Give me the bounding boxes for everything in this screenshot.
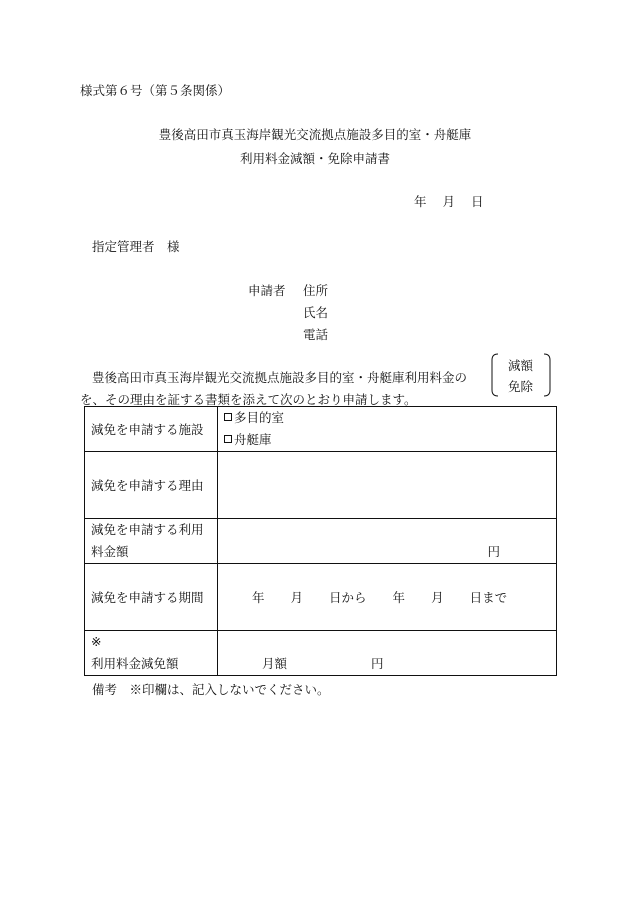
fee-unit: 円 [487, 544, 500, 559]
applicant-address-label: 住所 [303, 283, 329, 298]
reason-label: 減免を申請する理由 [85, 452, 218, 519]
period-field[interactable]: 年 月 日から 年 月 日まで [218, 564, 557, 631]
date-line [414, 192, 484, 210]
reduced-amount-field [218, 631, 557, 676]
remarks: 備考 ※印欄は、記入しないでください。 [92, 682, 330, 697]
table-row-reduced-amount [85, 631, 557, 676]
table-row-reason [85, 452, 557, 519]
facility-option-multipurpose[interactable]: 多目的室 [224, 407, 550, 429]
title-line-1: 豊後高田市真玉海岸観光交流拠点施設多目的室・舟艇庫 [158, 127, 472, 142]
checkbox-icon[interactable] [224, 435, 232, 443]
monthly-label: 月額 [262, 656, 288, 671]
reason-field[interactable] [218, 452, 557, 519]
date-year: 年 [414, 194, 427, 209]
facility-options-cell [218, 407, 557, 452]
applicant-phone-label: 電話 [303, 327, 329, 342]
title-line-2: 利用料金減額・免除申請書 [239, 151, 390, 166]
period-label: 減免を申請する期間 [85, 564, 218, 631]
table-row-fee [85, 519, 557, 564]
fee-label: 減免を申請する利用 料金額 [85, 519, 218, 564]
facility-option-boathouse[interactable]: 舟艇庫 [224, 429, 550, 451]
table-row-period [85, 564, 557, 631]
addressee: 指定管理者 様 [92, 239, 180, 254]
option-reduction: 減額 [508, 358, 534, 373]
checkbox-icon[interactable] [224, 413, 232, 421]
reduced-unit: 円 [371, 656, 384, 671]
body-text-line-1: 豊後高田市真玉海岸観光交流拠点施設多目的室・舟艇庫利用料金の [92, 370, 468, 385]
table-row-facility [85, 407, 557, 452]
reduced-amount-label: ※ 利用料金減免額 [85, 631, 218, 676]
application-table [84, 406, 557, 676]
applicant-label: 申請者 [248, 283, 286, 298]
facility-label: 減免を申請する施設 [85, 407, 218, 452]
applicant-name-label: 氏名 [303, 305, 329, 320]
date-day: 日 [471, 194, 484, 209]
body-text-line-2: を、その理由を証する書類を添えて次のとおり申請します。 [80, 392, 417, 407]
form-number: 様式第６号（第５条関係） [80, 83, 231, 98]
date-month: 月 [442, 194, 456, 209]
option-exemption: 免除 [508, 379, 534, 394]
office-use-mark: ※ [91, 634, 102, 649]
fee-field[interactable] [218, 519, 557, 564]
